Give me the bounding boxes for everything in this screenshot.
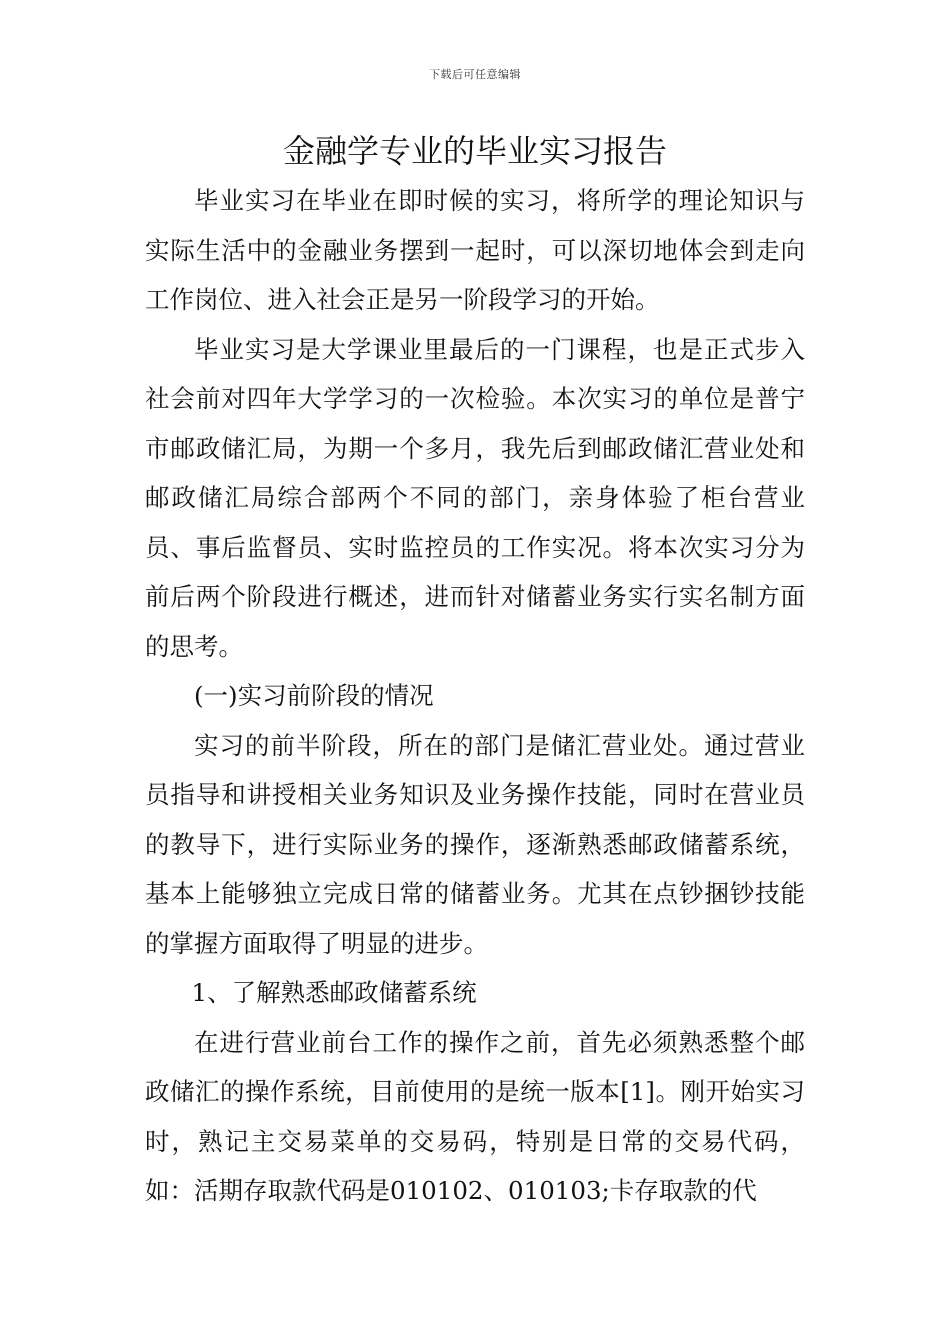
paragraph-system-details: 在进行营业前台工作的操作之前，首先必须熟悉整个邮政储汇的操作系统，目前使用的是统一版本[1]。刚开始实习时，熟记主交易菜单的交易码，特别是日常的交易代码，如：活期存取款代码是010102、010103;卡存取款的代 [145, 1027, 805, 1205]
subsection-heading-system: 1、了解熟悉邮政储蓄系统 [191, 978, 477, 1007]
header-note: 下载后可任意编辑 [429, 68, 521, 81]
section-heading-stage-one: (一)实习前阶段的情况 [194, 681, 434, 710]
paragraph-intro: 毕业实习在毕业在即时候的实习，将所学的理论知识与实际生活中的金融业务摆到一起时，可以深切地体会到走向工作岗位、进入社会正是另一阶段学习的开始。 [145, 186, 805, 314]
paragraph-internship-overview: 毕业实习是大学课业里最后的一门课程，也是正式步入社会前对四年大学学习的一次检验。本次实习的单位是普宁市邮政储汇局，为期一个多月，我先后到邮政储汇营业处和邮政储汇局综合部两个不同的部门，亲身体验了柜台营业员、事后监督员、实时监控员的工作实况。将本次实习分为前后两个阶段进行概述，进而针对储蓄业务实行实名制方面的思考。 [145, 334, 805, 661]
document-body [145, 176, 805, 1216]
paragraph-first-half: 实习的前半阶段，所在的部门是储汇营业处。通过营业员指导和讲授相关业务知识及业务操作技能，同时在营业员的教导下，进行实际业务的操作，逐渐熟悉邮政储蓄系统，基本上能够独立完成日常的储蓄业务。尤其在点钞捆钞技能的掌握方面取得了明显的进步。 [145, 730, 805, 958]
document-title: 金融学专业的毕业实习报告 [282, 132, 667, 170]
